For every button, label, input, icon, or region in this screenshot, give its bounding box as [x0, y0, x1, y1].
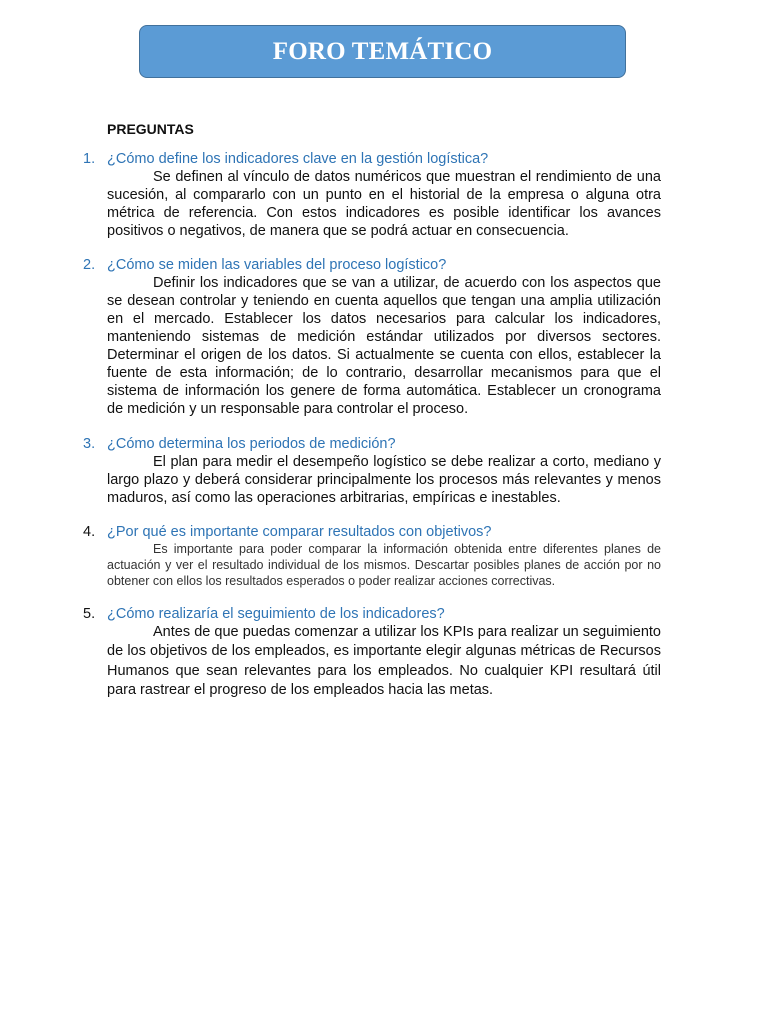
question-number: 2. — [83, 257, 96, 273]
question-item — [83, 150, 661, 240]
question-text: ¿Cómo realizaría el seguimiento de los indicadores? — [107, 606, 445, 622]
question-item — [83, 256, 661, 418]
answer-text: Definir los indicadores que se van a utilizar, de acuerdo con los aspectos que se desean controlar y teniendo en cuenta aquellos que tengan una amplia utilización en el mercado. Establecer los datos necesarios para calcular los indicadores, manteniendo sistemas de medición estándar utilizados por diversos sectores. Determinar el origen de los datos. Si actualmente se cuenta con ellos, establecer la fuente de esta información; de lo contrario, desarrollar mecanismos para que el sistema de información los genere de forma automática. Establecer un cronograma de medición y un responsable para controlar el proceso. — [107, 275, 661, 417]
question-item — [83, 435, 661, 507]
answer-text: El plan para medir el desempeño logístico se debe realizar a corto, mediano y largo plazo y deberá considerar principalmente los procesos más relevantes y menos maduros, así como las operaciones arbitrarias, empíricas e inestables. — [107, 454, 661, 506]
page-title: FORO TEMÁTICO — [272, 37, 493, 65]
question-number: 1. — [83, 151, 96, 167]
question-text: ¿Cómo se miden las variables del proceso logístico? — [107, 257, 447, 273]
question-text: ¿Cómo determina los periodos de medición? — [107, 436, 396, 452]
question-number: 4. — [83, 524, 96, 540]
question-text: ¿Cómo define los indicadores clave en la gestión logística? — [107, 151, 489, 167]
answer-text: Es importante para poder comparar la información obtenida entre diferentes planes de actuación y ver el resultado individual de los mismos. Descartar posibles planes de acción por no obtener con ellos los resultados esperados o poder realizar acciones correctivas. — [107, 542, 661, 588]
answer-text: Se definen al vínculo de datos numéricos que muestran el rendimiento de una sucesión, al compararlo con un punto en el historial de la empresa o alguna otra métrica de referencia. Con estos indicadores es posible identificar los avances positivos o negativos, de manera que se podrá actuar en consecuencia. — [107, 169, 661, 239]
question-item — [83, 605, 661, 700]
question-number: 5. — [83, 606, 96, 622]
section-heading: PREGUNTAS — [107, 121, 194, 137]
title-banner — [139, 25, 626, 78]
question-text: ¿Por qué es importante comparar resultados con objetivos? — [107, 524, 492, 540]
question-number: 3. — [83, 436, 96, 452]
question-list — [83, 150, 661, 700]
question-item — [83, 523, 661, 589]
answer-text: Antes de que puedas comenzar a utilizar los KPIs para realizar un seguimiento de los objetivos de los empleados, es importante elegir algunas métricas de Recursos Humanos que sean relevantes para los empleados. No cualquier KPI resultará útil para rastrear el progreso de los empleados hacia las metas. — [107, 624, 661, 698]
